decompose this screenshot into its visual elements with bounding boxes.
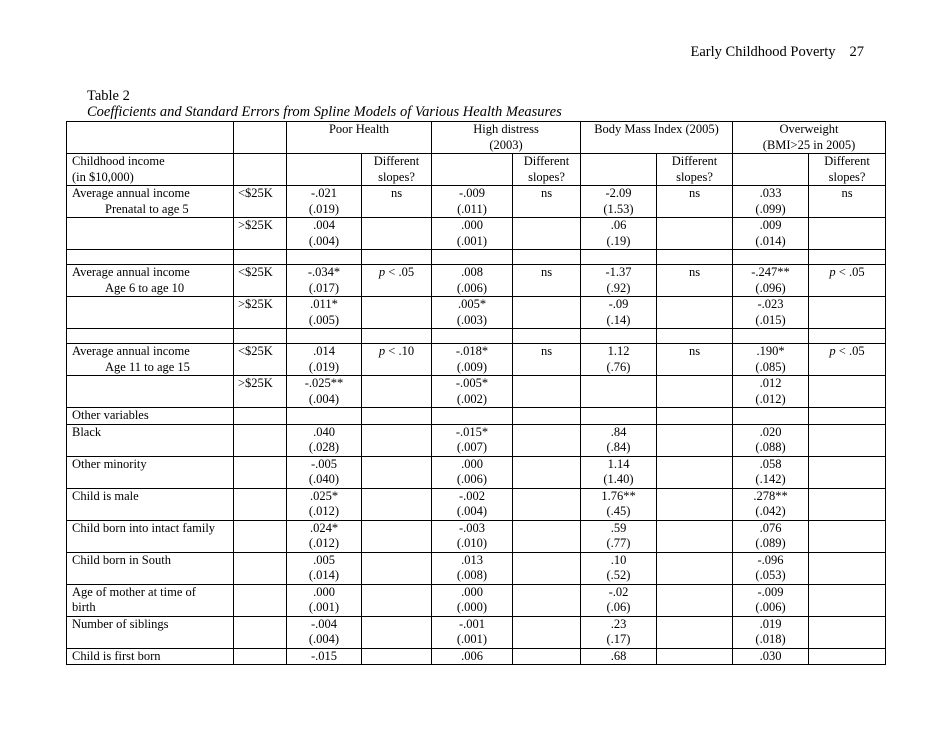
coefficient-cell: -.004 (.004) bbox=[287, 616, 362, 648]
table-row bbox=[67, 488, 886, 520]
coefficient-cell: .000 (.001) bbox=[432, 218, 513, 250]
income-range: <$25K bbox=[234, 186, 287, 218]
coefficient-cell: .058 (.142) bbox=[733, 456, 809, 488]
coefficient-cell: -.096 (.053) bbox=[733, 552, 809, 584]
different-slopes-cell bbox=[362, 456, 432, 488]
coefficient-cell: -.09 (.14) bbox=[581, 297, 657, 329]
coefficient-cell bbox=[581, 376, 657, 408]
different-slopes-cell bbox=[362, 648, 432, 665]
header-subcolumn-row bbox=[67, 154, 886, 186]
section-row bbox=[67, 408, 886, 425]
different-slopes-cell bbox=[657, 648, 733, 665]
row-label: Average annual income Age 11 to age 15 bbox=[67, 344, 234, 376]
coefficient-cell: -.003 (.010) bbox=[432, 520, 513, 552]
different-slopes-cell bbox=[809, 376, 886, 408]
coefficient-cell: -1.37 (.92) bbox=[581, 265, 657, 297]
table-row bbox=[67, 584, 886, 616]
header-different-slopes: Different slopes? bbox=[809, 154, 886, 186]
different-slopes-cell bbox=[809, 520, 886, 552]
coefficient-cell: -.025** (.004) bbox=[287, 376, 362, 408]
row-label: Other minority bbox=[67, 456, 234, 488]
row-label bbox=[67, 297, 234, 329]
row-label: Black bbox=[67, 424, 234, 456]
different-slopes-cell bbox=[809, 584, 886, 616]
coefficient-cell: .030 bbox=[733, 648, 809, 665]
header-sub-corner bbox=[234, 122, 287, 154]
coefficient-cell: .190* (.085) bbox=[733, 344, 809, 376]
coefficient-cell: .23 (.17) bbox=[581, 616, 657, 648]
coefficient-cell: .008 (.006) bbox=[432, 265, 513, 297]
coefficient-cell: .278** (.042) bbox=[733, 488, 809, 520]
different-slopes-cell bbox=[657, 584, 733, 616]
different-slopes-cell: ns bbox=[657, 265, 733, 297]
header-bmi: Body Mass Index (2005) bbox=[581, 122, 733, 154]
coefficient-cell: .009 (.014) bbox=[733, 218, 809, 250]
coefficient-cell: .06 (.19) bbox=[581, 218, 657, 250]
different-slopes-cell bbox=[513, 584, 581, 616]
different-slopes-cell bbox=[809, 648, 886, 665]
table-row bbox=[67, 265, 886, 297]
different-slopes-cell bbox=[362, 584, 432, 616]
coefficient-cell: -.009 (.011) bbox=[432, 186, 513, 218]
header-poor-health: Poor Health bbox=[287, 122, 432, 154]
section-label: Other variables bbox=[67, 408, 234, 425]
header-different-slopes: Different slopes? bbox=[657, 154, 733, 186]
different-slopes-cell: p < .05 bbox=[809, 344, 886, 376]
table-row bbox=[67, 648, 886, 665]
row-label bbox=[67, 376, 234, 408]
row-label: Child is first born bbox=[67, 648, 234, 665]
coefficient-cell: .025* (.012) bbox=[287, 488, 362, 520]
coefficient-cell: .000 (.006) bbox=[432, 456, 513, 488]
coefficient-cell: .012 (.012) bbox=[733, 376, 809, 408]
coefficient-cell: .005* (.003) bbox=[432, 297, 513, 329]
table-row bbox=[67, 376, 886, 408]
different-slopes-cell: p < .05 bbox=[362, 265, 432, 297]
coefficient-cell: .004 (.004) bbox=[287, 218, 362, 250]
different-slopes-cell: ns bbox=[362, 186, 432, 218]
coefficient-cell: 1.14 (1.40) bbox=[581, 456, 657, 488]
different-slopes-cell bbox=[657, 552, 733, 584]
table-row bbox=[67, 520, 886, 552]
coefficient-cell: -.247** (.096) bbox=[733, 265, 809, 297]
different-slopes-cell bbox=[657, 520, 733, 552]
coefficient-cell: -.005* (.002) bbox=[432, 376, 513, 408]
running-head-title: Early Childhood Poverty bbox=[690, 44, 836, 60]
coefficient-cell: .033 (.099) bbox=[733, 186, 809, 218]
different-slopes-cell bbox=[513, 648, 581, 665]
table-body bbox=[67, 122, 886, 665]
coefficient-cell: .005 (.014) bbox=[287, 552, 362, 584]
different-slopes-cell: ns bbox=[657, 344, 733, 376]
table-row bbox=[67, 297, 886, 329]
row-label: Child born into intact family bbox=[67, 520, 234, 552]
running-head bbox=[691, 44, 865, 61]
different-slopes-cell bbox=[362, 616, 432, 648]
coefficients-table bbox=[66, 121, 886, 665]
row-label: Child is male bbox=[67, 488, 234, 520]
row-label: Average annual income Prenatal to age 5 bbox=[67, 186, 234, 218]
different-slopes-cell bbox=[657, 616, 733, 648]
table-row bbox=[67, 186, 886, 218]
table-row bbox=[67, 456, 886, 488]
income-range: >$25K bbox=[234, 376, 287, 408]
header-group-row bbox=[67, 122, 886, 154]
table-row bbox=[67, 552, 886, 584]
coefficient-cell: 1.12 (.76) bbox=[581, 344, 657, 376]
income-range: >$25K bbox=[234, 218, 287, 250]
coefficient-cell: .011* (.005) bbox=[287, 297, 362, 329]
different-slopes-cell bbox=[809, 297, 886, 329]
coefficient-cell: .000 (.001) bbox=[287, 584, 362, 616]
different-slopes-cell bbox=[362, 218, 432, 250]
different-slopes-cell bbox=[809, 552, 886, 584]
row-label: Average annual income Age 6 to age 10 bbox=[67, 265, 234, 297]
coefficient-cell: .024* (.012) bbox=[287, 520, 362, 552]
coefficient-cell: .019 (.018) bbox=[733, 616, 809, 648]
coefficient-cell: -2.09 (1.53) bbox=[581, 186, 657, 218]
row-label bbox=[67, 218, 234, 250]
coefficient-cell: -.015 bbox=[287, 648, 362, 665]
header-high-distress: High distress (2003) bbox=[432, 122, 581, 154]
coefficient-cell: -.015* (.007) bbox=[432, 424, 513, 456]
different-slopes-cell bbox=[513, 297, 581, 329]
table-row bbox=[67, 616, 886, 648]
different-slopes-cell bbox=[513, 376, 581, 408]
different-slopes-cell bbox=[657, 424, 733, 456]
different-slopes-cell: ns bbox=[513, 186, 581, 218]
coefficient-cell: .013 (.008) bbox=[432, 552, 513, 584]
coefficient-cell: -.023 (.015) bbox=[733, 297, 809, 329]
different-slopes-cell bbox=[809, 616, 886, 648]
coefficient-cell: .59 (.77) bbox=[581, 520, 657, 552]
different-slopes-cell bbox=[809, 218, 886, 250]
different-slopes-cell bbox=[513, 520, 581, 552]
coefficient-cell: .000 (.000) bbox=[432, 584, 513, 616]
coefficient-cell: .68 bbox=[581, 648, 657, 665]
coefficient-cell: 1.76** (.45) bbox=[581, 488, 657, 520]
coefficient-cell: -.002 (.004) bbox=[432, 488, 513, 520]
different-slopes-cell bbox=[657, 218, 733, 250]
different-slopes-cell bbox=[657, 297, 733, 329]
table-row bbox=[67, 424, 886, 456]
coefficient-cell: -.018* (.009) bbox=[432, 344, 513, 376]
coefficient-cell: .040 (.028) bbox=[287, 424, 362, 456]
different-slopes-cell: ns bbox=[809, 186, 886, 218]
page-number: 27 bbox=[849, 44, 864, 60]
header-childhood-income: Childhood income (in $10,000) bbox=[67, 154, 234, 186]
coefficient-cell: .10 (.52) bbox=[581, 552, 657, 584]
coefficient-cell: -.005 (.040) bbox=[287, 456, 362, 488]
table-row bbox=[67, 344, 886, 376]
different-slopes-cell bbox=[513, 218, 581, 250]
header-corner bbox=[67, 122, 234, 154]
coefficient-cell: -.009 (.006) bbox=[733, 584, 809, 616]
header-different-slopes: Different slopes? bbox=[513, 154, 581, 186]
table-row bbox=[67, 218, 886, 250]
different-slopes-cell bbox=[362, 488, 432, 520]
different-slopes-cell bbox=[513, 488, 581, 520]
table-label: Table 2 bbox=[87, 88, 130, 104]
header-overweight: Overweight (BMI>25 in 2005) bbox=[733, 122, 886, 154]
coefficient-cell: .020 (.088) bbox=[733, 424, 809, 456]
different-slopes-cell bbox=[513, 424, 581, 456]
different-slopes-cell bbox=[809, 424, 886, 456]
different-slopes-cell: p < .05 bbox=[809, 265, 886, 297]
different-slopes-cell bbox=[362, 520, 432, 552]
different-slopes-cell: p < .10 bbox=[362, 344, 432, 376]
income-range: <$25K bbox=[234, 265, 287, 297]
different-slopes-cell bbox=[362, 376, 432, 408]
different-slopes-cell bbox=[362, 424, 432, 456]
coefficient-cell: .076 (.089) bbox=[733, 520, 809, 552]
different-slopes-cell bbox=[513, 456, 581, 488]
spacer-row bbox=[67, 250, 886, 265]
income-range: <$25K bbox=[234, 344, 287, 376]
different-slopes-cell bbox=[809, 488, 886, 520]
table-title: Coefficients and Standard Errors from Spline Models of Various Health Measures bbox=[87, 104, 562, 120]
spacer-row bbox=[67, 329, 886, 344]
different-slopes-cell bbox=[513, 552, 581, 584]
row-label: Age of mother at time of birth bbox=[67, 584, 234, 616]
coefficient-cell: -.001 (.001) bbox=[432, 616, 513, 648]
different-slopes-cell: ns bbox=[657, 186, 733, 218]
different-slopes-cell: ns bbox=[513, 265, 581, 297]
different-slopes-cell bbox=[513, 616, 581, 648]
row-label: Number of siblings bbox=[67, 616, 234, 648]
different-slopes-cell bbox=[362, 297, 432, 329]
income-range: >$25K bbox=[234, 297, 287, 329]
different-slopes-cell bbox=[657, 488, 733, 520]
different-slopes-cell bbox=[657, 456, 733, 488]
row-label: Child born in South bbox=[67, 552, 234, 584]
coefficient-cell: -.034* (.017) bbox=[287, 265, 362, 297]
different-slopes-cell: ns bbox=[513, 344, 581, 376]
coefficient-cell: .014 (.019) bbox=[287, 344, 362, 376]
table-caption bbox=[87, 88, 562, 120]
different-slopes-cell bbox=[362, 552, 432, 584]
coefficient-cell: .84 (.84) bbox=[581, 424, 657, 456]
different-slopes-cell bbox=[809, 456, 886, 488]
different-slopes-cell bbox=[657, 376, 733, 408]
header-different-slopes: Different slopes? bbox=[362, 154, 432, 186]
coefficient-cell: .006 bbox=[432, 648, 513, 665]
coefficient-cell: -.021 (.019) bbox=[287, 186, 362, 218]
coefficient-cell: -.02 (.06) bbox=[581, 584, 657, 616]
